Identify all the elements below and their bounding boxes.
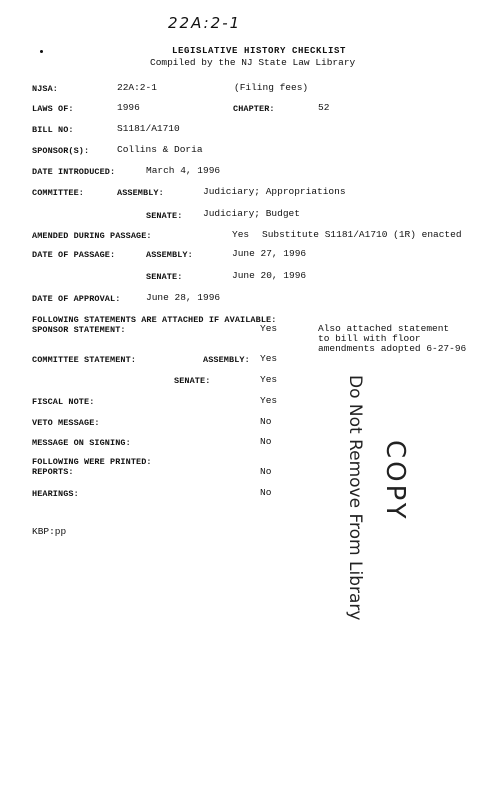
committee-assembly-label: ASSEMBLY: (117, 188, 164, 198)
passage-senate-value: June 20, 1996 (232, 270, 307, 281)
committee-statement-senate-label: SENATE: (174, 376, 211, 386)
message-on-signing-label: MESSAGE ON SIGNING: (32, 438, 131, 448)
committee-statement-senate-value: Yes (260, 374, 278, 385)
bill-no-value: S1181/A1710 (117, 123, 180, 134)
sponsors-label: SPONSOR(S): (32, 146, 90, 156)
amended-value: Yes (232, 229, 250, 240)
amended-note: Substitute S1181/A1710 (1R) enacted (262, 229, 462, 240)
committee-statement-assembly-label: ASSEMBLY: (203, 355, 250, 365)
sponsor-statement-label: SPONSOR STATEMENT: (32, 325, 126, 335)
sponsor-statement-value: Yes (260, 323, 278, 334)
date-of-approval-value: June 28, 1996 (146, 292, 221, 303)
passage-assembly-value: June 27, 1996 (232, 248, 307, 259)
date-introduced-label: DATE INTRODUCED: (32, 167, 116, 177)
njsa-label: NJSA: (32, 84, 59, 94)
chapter-label: CHAPTER: (233, 104, 275, 114)
committee-assembly-value: Judiciary; Appropriations (203, 186, 346, 197)
fiscal-note-value: Yes (260, 395, 278, 406)
committee-senate-value: Judiciary; Budget (203, 208, 300, 219)
statements-heading: FOLLOWING STATEMENTS ARE ATTACHED IF AVAILABLE: (32, 315, 277, 325)
sponsor-note-line3: amendments adopted 6-27-96 (318, 343, 467, 354)
passage-senate-label: SENATE: (146, 272, 183, 282)
committee-statement-assembly-value: Yes (260, 353, 278, 364)
date-of-passage-label: DATE OF PASSAGE: (32, 250, 116, 260)
laws-of-label: LAWS OF: (32, 104, 74, 114)
sponsor-note-line2: to bill with floor (318, 333, 421, 344)
document-subtitle: Compiled by the NJ State Law Library (150, 57, 356, 68)
bill-no-label: BILL NO: (32, 125, 74, 135)
library-stamp-text: Do Not Remove From Library (345, 375, 365, 621)
speck-mark (40, 50, 43, 53)
document-title: LEGISLATIVE HISTORY CHECKLIST (172, 46, 347, 56)
committee-senate-label: SENATE: (146, 211, 183, 221)
sponsors-value: Collins & Doria (117, 144, 203, 155)
reports-label: REPORTS: (32, 467, 74, 477)
handwritten-heading: 22A:2-1 (168, 14, 242, 32)
chapter-value: 52 (318, 102, 330, 113)
amended-label: AMENDED DURING PASSAGE: (32, 231, 152, 241)
hearings-value: No (260, 487, 272, 498)
message-on-signing-value: No (260, 436, 272, 447)
sponsor-note-line1: Also attached statement (318, 323, 450, 334)
typist-initials: KBP:pp (32, 526, 67, 537)
date-introduced-value: March 4, 1996 (146, 165, 221, 176)
reports-value: No (260, 466, 272, 477)
printed-heading: FOLLOWING WERE PRINTED: (32, 457, 152, 467)
passage-assembly-label: ASSEMBLY: (146, 250, 193, 260)
veto-message-label: VETO MESSAGE: (32, 418, 100, 428)
veto-message-value: No (260, 416, 272, 427)
fiscal-note-label: FISCAL NOTE: (32, 397, 95, 407)
committee-label: COMMITTEE: (32, 188, 85, 198)
date-of-approval-label: DATE OF APPROVAL: (32, 294, 121, 304)
njsa-value: 22A:2-1 (117, 82, 157, 93)
hearings-label: HEARINGS: (32, 489, 79, 499)
njsa-note: (Filing fees) (234, 82, 309, 93)
laws-of-value: 1996 (117, 102, 140, 113)
committee-statement-label: COMMITTEE STATEMENT: (32, 355, 137, 365)
library-stamp-copy: COPY (380, 440, 410, 522)
